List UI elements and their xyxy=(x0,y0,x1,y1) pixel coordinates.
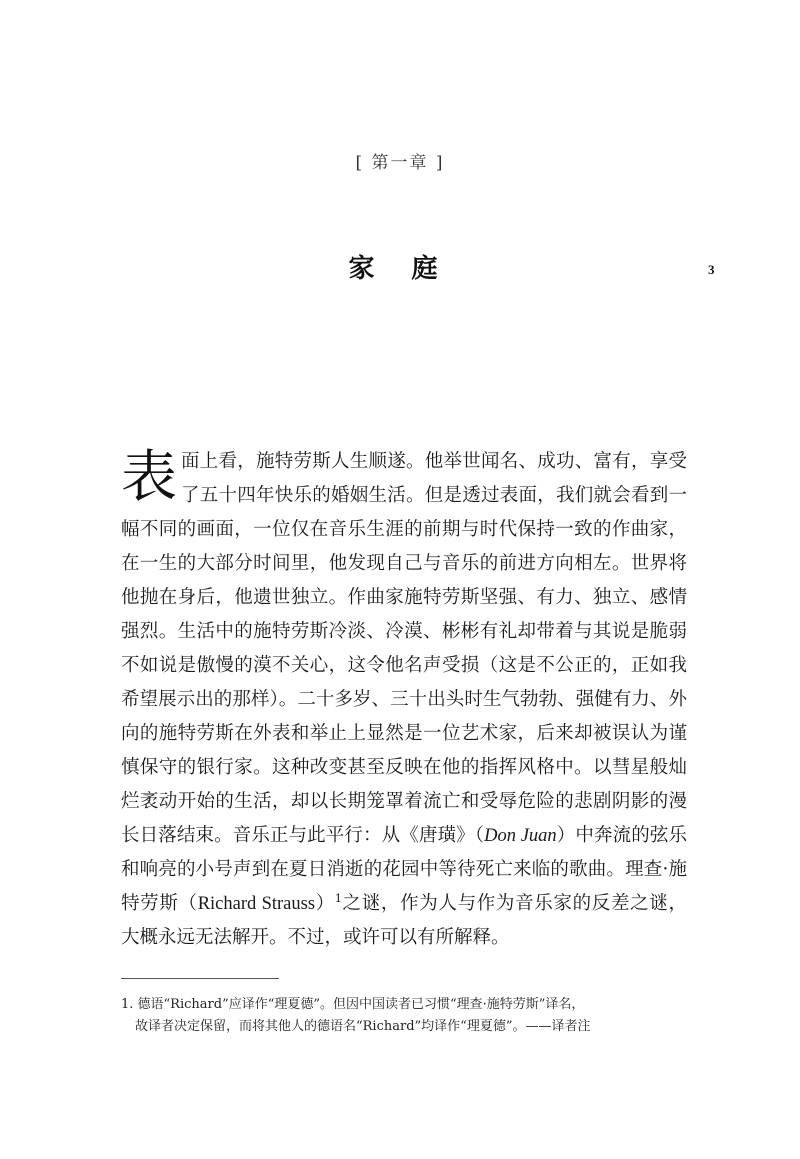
footnote-line-1: 1. 德语“Richard”应译作“理夏德”。但因中国读者已习惯“理查·施特劳斯”译名， xyxy=(121,997,585,1012)
body-text-part-2: ）中奔流的弦乐和响亮的小号声到在夏日消逝的花园中等待死亡来临的歌曲。理查·施特劳斯（ xyxy=(121,825,687,914)
footnote-line-2: 故译者决定保留，而将其他人的德语名“Richard”均译作“理夏德”。——译者注 xyxy=(135,1019,591,1034)
chapter-label: [ 第一章 ] xyxy=(355,153,445,173)
drop-cap: 表 xyxy=(121,445,177,510)
footnote-divider xyxy=(121,978,279,979)
body-paragraph xyxy=(121,445,687,955)
body-text-part-4: 之谜，作为人与作为音乐家的反差之谜，大概永远无法解开。不过，或许可以有所解释。 xyxy=(121,893,687,948)
page-number: 3 xyxy=(708,262,715,277)
body-text-part-3: ） xyxy=(315,893,335,914)
footnote-reference[interactable]: 1 xyxy=(334,891,342,905)
work-title-don-juan: Don Juan xyxy=(484,826,557,846)
chapter-title: 家 庭 xyxy=(348,254,452,284)
name-richard-strauss: Richard Strauss xyxy=(197,894,316,914)
body-text-part-1: 面上看，施特劳斯人生顺遂。他举世闻名、成功、富有，享受了五十四年快乐的婚姻生活。但是透过表面，我们就会看到一幅不同的画面，一位仅在音乐生涯的前期与时代保持一致的作曲家，在一生的大部分时间里，他发现自己与音乐的前进方向相左。世界将他抛在身后，他遗世独立。作曲家施特劳斯坚强、有力、独立、感情强烈。生活中的施特劳斯冷淡、冷漠、彬彬有礼却带着与其说是脆弱不如说是傲慢的漠不关心，这令他名声受损（这是不公正的，正如我希望展示出的那样）。二十多岁、三十出头时生气勃勃、强健有力、外向的施特劳斯在外表和举止上显然是一位艺术家，后来却被误认为谨慎保守的银行家。这种改变甚至反映在他的指挥风格中。以彗星般灿烂袤动开始的生活，却以长期笼罩着流亡和受辱危险的悲剧阴影的漫长日落结束。音乐正与此平行：从《唐璜》（ xyxy=(121,451,687,846)
footnote xyxy=(121,994,687,1038)
